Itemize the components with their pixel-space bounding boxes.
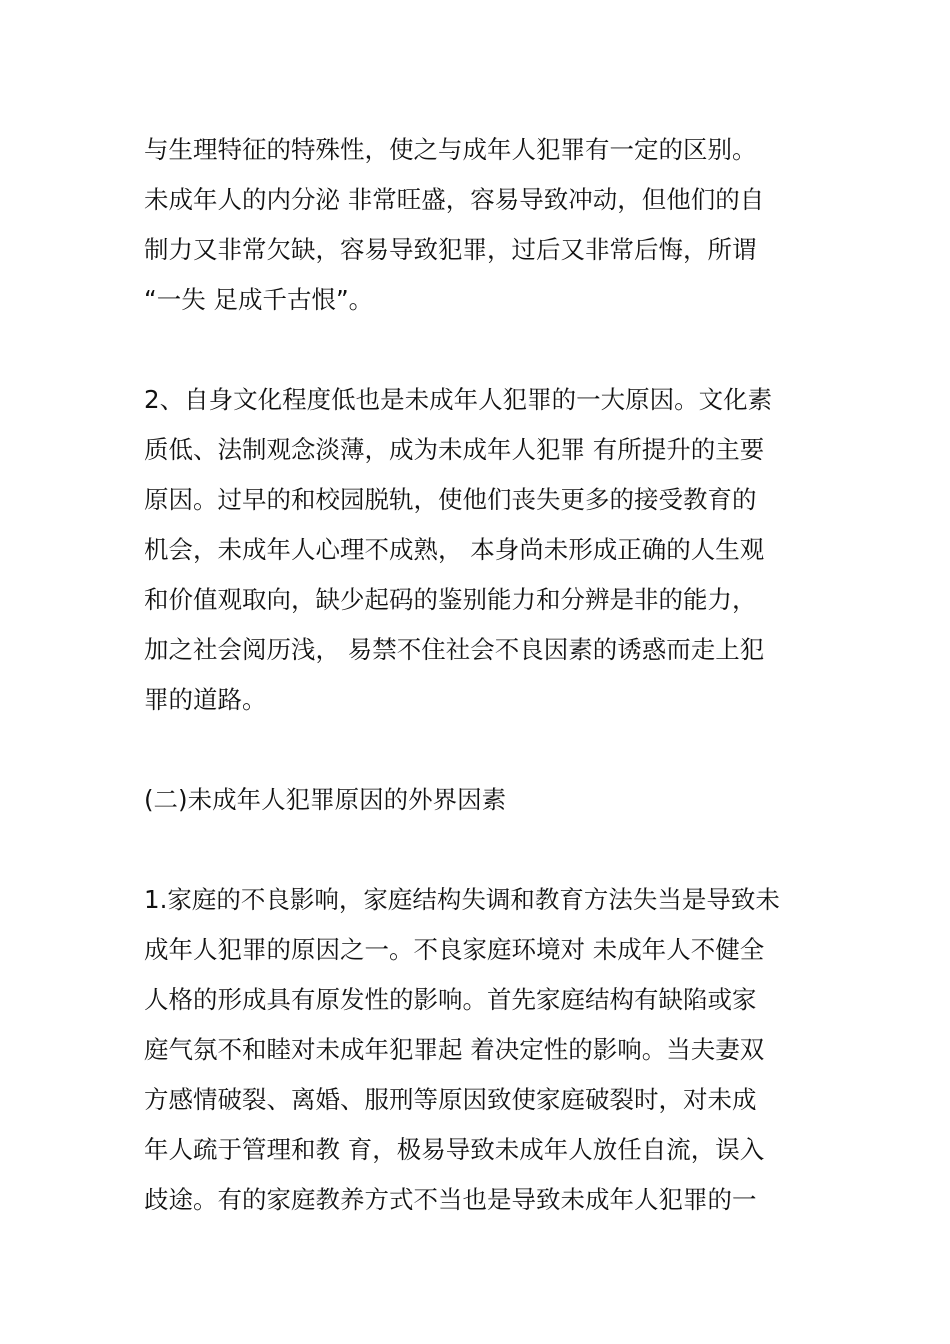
text-line: 原因。过早的和校园脱轨，使他们丧失更多的接受教育的 [144, 485, 757, 514]
text-line: 未成年人的内分泌 非常旺盛，容易导致冲动，但他们的自 [144, 185, 765, 214]
text-line: 和价值观取向，缺少起码的鉴别能力和分辨是非的能力， [144, 585, 757, 614]
text-line: 2、自身文化程度低也是未成年人犯罪的一大原因。文化素 [144, 385, 773, 414]
text-line: 1.家庭的不良影响，家庭结构失调和教育方法失当是导致未 [144, 885, 780, 914]
section-heading: (二)未成年人犯罪原因的外界因素 [144, 785, 507, 814]
text-line: 歧途。有的家庭教养方式不当也是导致未成年人犯罪的一 [144, 1185, 757, 1214]
text-line: 罪的道路。 [144, 685, 267, 714]
text-line: “一失 足成千古恨”。 [144, 285, 374, 314]
text-line: 制力又非常欠缺，容易导致犯罪，过后又非常后悔，所谓 [144, 235, 757, 264]
text-line: 年人疏于管理和教 育，极易导致未成年人放任自流，误入 [144, 1135, 765, 1164]
text-line: 质低、法制观念淡薄，成为未成年人犯罪 有所提升的主要 [144, 435, 765, 464]
text-line: 人格的形成具有原发性的影响。首先家庭结构有缺陷或家 [144, 985, 757, 1014]
text-line: 与生理特征的特殊性，使之与成年人犯罪有一定的区别。 [144, 135, 757, 164]
text-line: 庭气氛不和睦对未成年犯罪起 着决定性的影响。当夫妻双 [144, 1035, 765, 1064]
text-line: 方感情破裂、离婚、服刑等原因致使家庭破裂时，对未成 [144, 1085, 757, 1114]
text-line: 加之社会阅历浅， 易禁不住社会不良因素的诱惑而走上犯 [144, 635, 765, 664]
text-line: 机会，未成年人心理不成熟， 本身尚未形成正确的人生观 [144, 535, 765, 564]
text-line: 成年人犯罪的原因之一。不良家庭环境对 未成年人不健全 [144, 935, 765, 964]
